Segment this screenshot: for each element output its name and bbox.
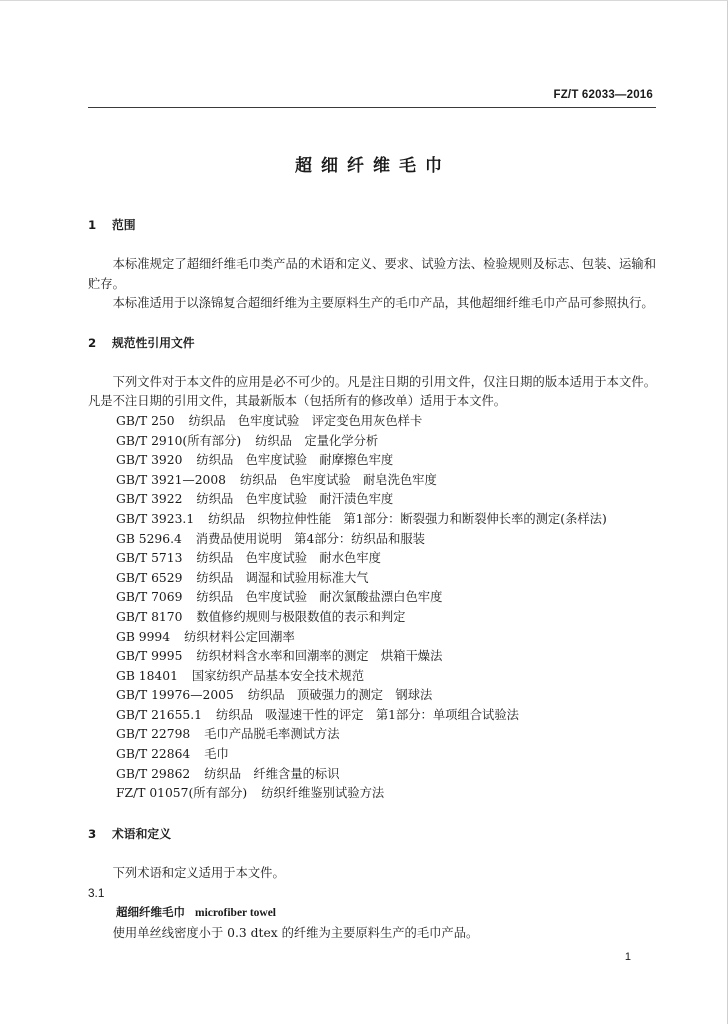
term-number: 3.1 xyxy=(88,886,105,901)
reference-item xyxy=(88,549,656,569)
reference-code: GB/T 6529 xyxy=(116,570,183,585)
reference-item xyxy=(88,412,656,432)
reference-item xyxy=(88,471,656,491)
reference-item xyxy=(88,608,656,628)
reference-item xyxy=(88,686,656,706)
reference-title: 毛巾产品脱毛率测试方法 xyxy=(204,727,340,742)
reference-item xyxy=(88,490,656,510)
reference-title: 纺织材料含水率和回潮率的测定 烘箱干燥法 xyxy=(196,649,443,664)
reference-title: 毛巾 xyxy=(204,747,229,762)
reference-title: 纺织品 色牢度试验 耐水色牢度 xyxy=(196,551,381,566)
reference-code: GB/T 3920 xyxy=(116,453,183,468)
header-divider xyxy=(88,107,656,108)
reference-item xyxy=(88,725,656,745)
reference-title: 纺织品 吸湿速干性的评定 第1部分：单项组合试验法 xyxy=(215,707,519,722)
reference-item xyxy=(88,530,656,550)
reference-code: GB/T 9995 xyxy=(116,649,183,664)
scope-paragraph: 本标准规定了超细纤维毛巾类产品的术语和定义、要求、试验方法、检验规则及标志、包装、运输和贮存。 xyxy=(88,257,656,291)
standard-code: FZ/T 62033—2016 xyxy=(553,89,653,101)
reference-item xyxy=(88,628,656,648)
reference-title: 数值修约规则与极限数值的表示和判定 xyxy=(196,609,406,624)
reference-title: 纺织品 色牢度试验 耐汗渍色牢度 xyxy=(196,492,394,507)
reference-title: 纺织品 顶破强力的测定 钢球法 xyxy=(247,688,433,703)
reference-title: 纺织品 色牢度试验 耐摩擦色牢度 xyxy=(196,453,394,468)
term-english: microfiber towel xyxy=(195,907,277,920)
reference-item xyxy=(88,432,656,452)
reference-title: 纺织纤维鉴别试验方法 xyxy=(261,786,385,801)
term-entry xyxy=(88,903,656,924)
term-definition: 使用单丝线密度小于 0.3 dtex 的纤维为主要原料生产的毛巾产品。 xyxy=(112,926,479,941)
reference-item xyxy=(88,588,656,608)
reference-title: 纺织材料公定回潮率 xyxy=(184,629,295,644)
reference-title: 纺织品 色牢度试验 耐次氯酸盐漂白色牢度 xyxy=(196,590,443,605)
normative-intro-paragraph: 下列文件对于本文件的应用是必不可少的。凡是注日期的引用文件，仅注日期的版本适用于本文件。凡是不注日期的引用文件，其最新版本（包括所有的修改单）适用于本文件。 xyxy=(88,374,656,409)
section-heading-scope xyxy=(88,215,656,235)
section-heading-normative-references xyxy=(88,333,656,353)
reference-item xyxy=(88,451,656,471)
reference-code: GB/T 3922 xyxy=(116,492,183,507)
reference-title: 国家纺织产品基本安全技术规范 xyxy=(191,668,365,683)
reference-item xyxy=(88,706,656,726)
reference-code: GB 18401 xyxy=(116,668,178,683)
reference-code: GB/T 3923.1 xyxy=(116,511,195,526)
reference-item xyxy=(88,569,656,589)
reference-item xyxy=(88,784,656,804)
terms-intro-paragraph: 下列术语和定义适用于本文件。 xyxy=(112,865,285,880)
reference-title: 纺织品 调湿和试验用标准大气 xyxy=(196,570,369,585)
reference-code: GB/T 19976—2005 xyxy=(116,688,234,703)
reference-item xyxy=(88,745,656,765)
reference-title: 消费品使用说明 第4部分：纺织品和服装 xyxy=(195,531,425,546)
reference-code: GB/T 5713 xyxy=(116,551,183,566)
page-number: 1 xyxy=(624,951,631,963)
reference-title: 纺织品 色牢度试验 耐皂洗色牢度 xyxy=(240,472,437,487)
reference-code: GB/T 3921—2008 xyxy=(116,472,226,487)
reference-item xyxy=(88,647,656,667)
reference-item xyxy=(88,765,656,785)
reference-code: GB/T 22798 xyxy=(116,727,191,742)
section-heading-terms-definitions xyxy=(88,824,656,844)
reference-code: GB 5296.4 xyxy=(116,531,182,546)
reference-title: 纺织品 定量化学分析 xyxy=(255,433,379,448)
reference-code: GB/T 7069 xyxy=(116,590,183,605)
scope-paragraph: 本标准适用于以涤锦复合超细纤维为主要原料生产的毛巾产品，其他超细纤维毛巾产品可参照执行。 xyxy=(112,296,654,311)
reference-code: GB/T 29862 xyxy=(116,766,191,781)
term-chinese: 超细纤维毛巾 xyxy=(116,905,185,920)
section-title: 术语和定义 xyxy=(112,826,171,841)
reference-code: GB/T 21655.1 xyxy=(116,707,202,722)
reference-title: 纺织品 纤维含量的标识 xyxy=(204,766,340,781)
reference-code: GB/T 22864 xyxy=(116,747,191,762)
reference-title: 纺织品 色牢度试验 评定变色用灰色样卡 xyxy=(188,413,423,428)
reference-code: FZ/T 01057(所有部分) xyxy=(116,786,248,801)
section-number: 2 xyxy=(88,335,97,350)
reference-list xyxy=(88,412,656,804)
reference-code: GB/T 8170 xyxy=(116,609,183,624)
section-title: 范围 xyxy=(112,218,136,232)
document-title: 超细纤维毛巾 xyxy=(295,156,451,176)
reference-code: GB/T 250 xyxy=(116,413,175,428)
section-number: 3 xyxy=(88,826,97,841)
reference-code: GB 9994 xyxy=(116,629,171,644)
document-body xyxy=(88,215,656,944)
reference-item xyxy=(88,667,656,687)
section-title: 规范性引用文件 xyxy=(112,335,195,350)
reference-title: 纺织品 织物拉伸性能 第1部分：断裂强力和断裂伸长率的测定(条样法) xyxy=(208,511,607,526)
reference-code: GB/T 2910(所有部分) xyxy=(116,433,242,448)
section-number: 1 xyxy=(88,218,97,232)
reference-item xyxy=(88,510,656,530)
